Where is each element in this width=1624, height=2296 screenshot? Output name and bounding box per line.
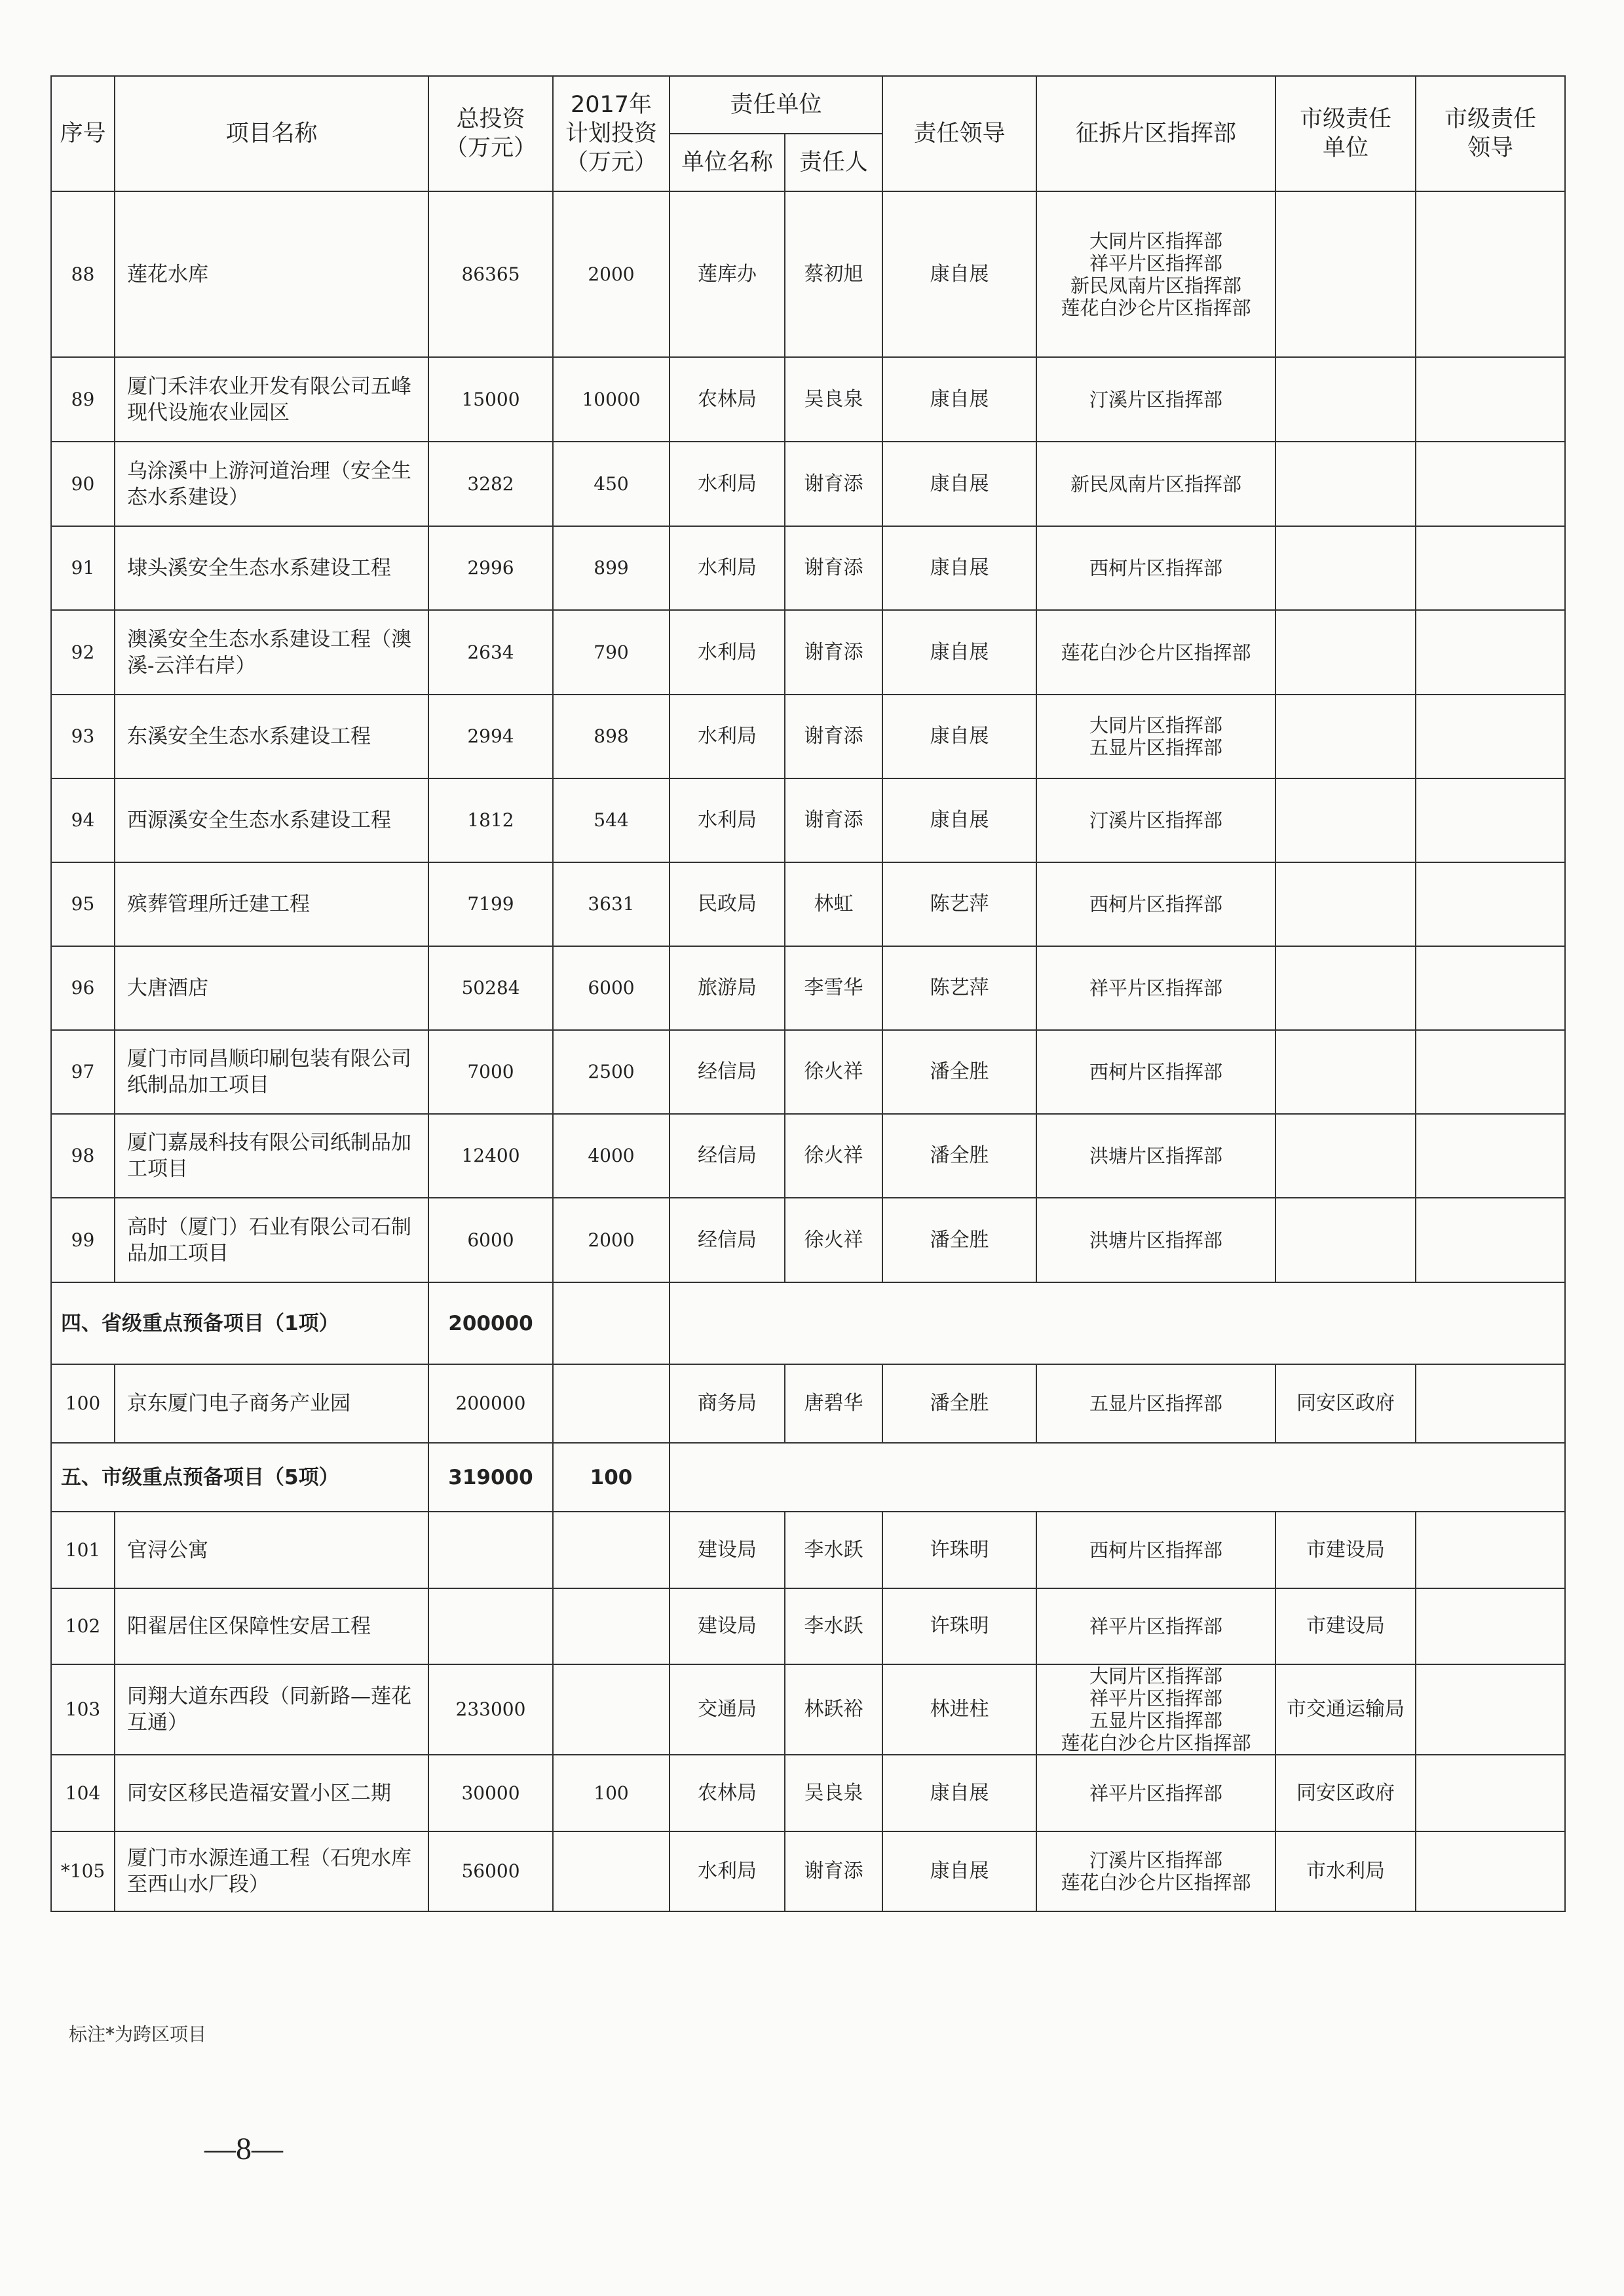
row-city-unit: 市建设局 xyxy=(1275,1588,1416,1664)
row-city-unit: 市水利局 xyxy=(1275,1831,1416,1911)
row-person: 谢育添 xyxy=(785,442,882,526)
row-person: 蔡初旭 xyxy=(785,191,882,357)
row-city-unit: 同安区政府 xyxy=(1275,1755,1416,1831)
hq-line: 五显片区指挥部 xyxy=(1089,1710,1223,1732)
table-row xyxy=(51,1664,1565,1755)
section-empty xyxy=(670,1443,1565,1512)
row-city-leader xyxy=(1416,1831,1565,1911)
row-leader: 潘全胜 xyxy=(882,1114,1036,1198)
row-name: 殡葬管理所迁建工程 xyxy=(115,862,428,946)
header-unit-name: 单位名称 xyxy=(670,134,785,191)
header-city-leader: 市级责任 领导 xyxy=(1416,76,1565,191)
row-plan: 450 xyxy=(553,442,670,526)
row-leader: 林进柱 xyxy=(882,1664,1036,1755)
row-leader: 康自展 xyxy=(882,191,1036,357)
row-plan xyxy=(553,1831,670,1911)
row-city-unit xyxy=(1275,946,1416,1030)
hq-line: 祥平片区指挥部 xyxy=(1089,1782,1223,1805)
section-row xyxy=(51,1282,1565,1364)
row-hq xyxy=(1036,1831,1275,1911)
hq-line: 祥平片区指挥部 xyxy=(1089,1615,1223,1637)
row-unit: 民政局 xyxy=(670,862,785,946)
row-unit: 莲库办 xyxy=(670,191,785,357)
table-row xyxy=(51,1588,1565,1664)
row-person: 吴良泉 xyxy=(785,357,882,442)
row-city-unit xyxy=(1275,778,1416,862)
row-total: 7000 xyxy=(428,1030,553,1114)
hq-line: 莲花白沙仑片区指挥部 xyxy=(1061,1732,1251,1754)
table-row xyxy=(51,610,1565,695)
table-row xyxy=(51,1364,1565,1443)
row-city-leader xyxy=(1416,526,1565,610)
row-plan xyxy=(553,1364,670,1443)
section-title: 五、市级重点预备项目（5项） xyxy=(51,1443,428,1512)
row-hq xyxy=(1036,695,1275,778)
row-total: 200000 xyxy=(428,1364,553,1443)
row-city-leader xyxy=(1416,1512,1565,1588)
row-city-leader xyxy=(1416,695,1565,778)
row-unit: 水利局 xyxy=(670,1831,785,1911)
row-leader: 康自展 xyxy=(882,695,1036,778)
row-name: 官浔公寓 xyxy=(115,1512,428,1588)
row-city-leader xyxy=(1416,191,1565,357)
row-city-leader xyxy=(1416,1755,1565,1831)
row-person: 林跃裕 xyxy=(785,1664,882,1755)
row-hq xyxy=(1036,610,1275,695)
section-title: 四、省级重点预备项目（1项） xyxy=(51,1282,428,1364)
row-plan: 899 xyxy=(553,526,670,610)
table-row xyxy=(51,695,1565,778)
hq-line: 汀溪片区指挥部 xyxy=(1089,388,1223,411)
row-leader: 许珠明 xyxy=(882,1512,1036,1588)
row-person: 谢育添 xyxy=(785,778,882,862)
row-name: 高时（厦门）石业有限公司石制品加工项目 xyxy=(115,1198,428,1282)
row-seq: 92 xyxy=(51,610,115,695)
row-city-unit xyxy=(1275,1198,1416,1282)
row-hq xyxy=(1036,1512,1275,1588)
table-row xyxy=(51,1030,1565,1114)
section-total: 200000 xyxy=(428,1282,553,1364)
row-unit: 水利局 xyxy=(670,610,785,695)
table-row xyxy=(51,778,1565,862)
row-hq xyxy=(1036,1664,1275,1755)
row-person: 李水跃 xyxy=(785,1512,882,1588)
row-hq xyxy=(1036,778,1275,862)
row-name: 东溪安全生态水系建设工程 xyxy=(115,695,428,778)
header-resp-leader: 责任领导 xyxy=(882,76,1036,191)
header-resp-person: 责任人 xyxy=(785,134,882,191)
hq-line: 五显片区指挥部 xyxy=(1089,1392,1223,1415)
row-name: 埭头溪安全生态水系建设工程 xyxy=(115,526,428,610)
row-person: 李水跃 xyxy=(785,1588,882,1664)
row-unit: 经信局 xyxy=(670,1030,785,1114)
hq-line: 汀溪片区指挥部 xyxy=(1089,809,1223,832)
row-city-leader xyxy=(1416,1364,1565,1443)
row-unit: 农林局 xyxy=(670,1755,785,1831)
table-row xyxy=(51,1198,1565,1282)
hq-line: 汀溪片区指挥部 xyxy=(1089,1849,1223,1871)
table-row xyxy=(51,1114,1565,1198)
header-plan-investment: 2017年 计划投资 （万元） xyxy=(553,76,670,191)
footnote: 标注*为跨区项目 xyxy=(69,2023,207,2045)
row-name: 厦门市水源连通工程（石兜水库至西山水厂段） xyxy=(115,1831,428,1911)
row-plan: 2000 xyxy=(553,191,670,357)
row-name: 乌涂溪中上游河道治理（安全生态水系建设） xyxy=(115,442,428,526)
hq-line: 新民凤南片区指挥部 xyxy=(1070,472,1242,495)
row-total: 2994 xyxy=(428,695,553,778)
section-total: 319000 xyxy=(428,1443,553,1512)
hq-line: 洪塘片区指挥部 xyxy=(1089,1229,1223,1252)
row-city-leader xyxy=(1416,862,1565,946)
row-hq xyxy=(1036,191,1275,357)
row-leader: 康自展 xyxy=(882,1831,1036,1911)
row-unit: 旅游局 xyxy=(670,946,785,1030)
row-total: 2996 xyxy=(428,526,553,610)
row-plan: 6000 xyxy=(553,946,670,1030)
hq-line: 祥平片区指挥部 xyxy=(1089,252,1223,275)
table-row xyxy=(51,946,1565,1030)
header-resp-unit: 责任单位 xyxy=(670,76,882,134)
row-total: 12400 xyxy=(428,1114,553,1198)
row-plan: 100 xyxy=(553,1755,670,1831)
row-unit: 商务局 xyxy=(670,1364,785,1443)
header-demolition-hq: 征拆片区指挥部 xyxy=(1036,76,1275,191)
row-person: 吴良泉 xyxy=(785,1755,882,1831)
row-plan: 544 xyxy=(553,778,670,862)
row-city-leader xyxy=(1416,778,1565,862)
row-leader: 陈艺萍 xyxy=(882,862,1036,946)
row-hq xyxy=(1036,1755,1275,1831)
table-row xyxy=(51,1755,1565,1831)
row-leader: 康自展 xyxy=(882,778,1036,862)
hq-line: 西柯片区指挥部 xyxy=(1089,1539,1223,1561)
row-seq: 95 xyxy=(51,862,115,946)
row-hq xyxy=(1036,357,1275,442)
row-unit: 水利局 xyxy=(670,526,785,610)
row-seq: 97 xyxy=(51,1030,115,1114)
row-seq: 91 xyxy=(51,526,115,610)
hq-line: 祥平片区指挥部 xyxy=(1089,1687,1223,1710)
table-row xyxy=(51,862,1565,946)
row-city-unit xyxy=(1275,1114,1416,1198)
row-total: 7199 xyxy=(428,862,553,946)
hq-line: 新民凤南片区指挥部 xyxy=(1070,274,1242,297)
row-name: 京东厦门电子商务产业园 xyxy=(115,1364,428,1443)
row-city-unit: 同安区政府 xyxy=(1275,1364,1416,1443)
hq-line: 大同片区指挥部 xyxy=(1089,714,1223,737)
row-person: 唐碧华 xyxy=(785,1364,882,1443)
row-total: 2634 xyxy=(428,610,553,695)
row-name: 厦门嘉晟科技有限公司纸制品加工项目 xyxy=(115,1114,428,1198)
row-city-leader xyxy=(1416,1198,1565,1282)
row-leader: 许珠明 xyxy=(882,1588,1036,1664)
row-city-unit xyxy=(1275,357,1416,442)
row-seq: 93 xyxy=(51,695,115,778)
row-plan: 3631 xyxy=(553,862,670,946)
row-city-leader xyxy=(1416,1114,1565,1198)
row-city-unit xyxy=(1275,862,1416,946)
row-total: 30000 xyxy=(428,1755,553,1831)
section-plan xyxy=(553,1282,670,1364)
row-plan xyxy=(553,1664,670,1755)
row-city-leader xyxy=(1416,1664,1565,1755)
row-seq: 88 xyxy=(51,191,115,357)
row-hq xyxy=(1036,1114,1275,1198)
row-plan: 2500 xyxy=(553,1030,670,1114)
row-plan: 4000 xyxy=(553,1114,670,1198)
row-seq: 89 xyxy=(51,357,115,442)
row-city-leader xyxy=(1416,610,1565,695)
hq-line: 洪塘片区指挥部 xyxy=(1089,1145,1223,1167)
row-name: 莲花水库 xyxy=(115,191,428,357)
table-row xyxy=(51,1831,1565,1911)
row-person: 谢育添 xyxy=(785,610,882,695)
row-seq: 99 xyxy=(51,1198,115,1282)
hq-line: 大同片区指挥部 xyxy=(1089,229,1223,252)
row-seq: 102 xyxy=(51,1588,115,1664)
row-hq xyxy=(1036,1198,1275,1282)
hq-line: 莲花白沙仑片区指挥部 xyxy=(1061,296,1251,319)
row-plan: 10000 xyxy=(553,357,670,442)
row-total: 50284 xyxy=(428,946,553,1030)
row-hq xyxy=(1036,1588,1275,1664)
row-leader: 潘全胜 xyxy=(882,1364,1036,1443)
row-name: 同安区移民造福安置小区二期 xyxy=(115,1755,428,1831)
row-name: 西源溪安全生态水系建设工程 xyxy=(115,778,428,862)
row-total xyxy=(428,1588,553,1664)
row-plan: 2000 xyxy=(553,1198,670,1282)
table-row xyxy=(51,1512,1565,1588)
row-name: 大唐酒店 xyxy=(115,946,428,1030)
row-city-unit: 市交通运输局 xyxy=(1275,1664,1416,1755)
row-seq: 90 xyxy=(51,442,115,526)
row-total: 15000 xyxy=(428,357,553,442)
row-leader: 康自展 xyxy=(882,442,1036,526)
header-name: 项目名称 xyxy=(115,76,428,191)
hq-line: 五显片区指挥部 xyxy=(1089,737,1223,759)
row-person: 徐火祥 xyxy=(785,1030,882,1114)
row-city-unit xyxy=(1275,526,1416,610)
row-total: 56000 xyxy=(428,1831,553,1911)
row-person: 谢育添 xyxy=(785,695,882,778)
row-city-leader xyxy=(1416,442,1565,526)
row-city-unit xyxy=(1275,610,1416,695)
section-plan: 100 xyxy=(553,1443,670,1512)
row-unit: 建设局 xyxy=(670,1512,785,1588)
row-seq: 98 xyxy=(51,1114,115,1198)
row-person: 谢育添 xyxy=(785,1831,882,1911)
row-total: 86365 xyxy=(428,191,553,357)
row-unit: 水利局 xyxy=(670,442,785,526)
row-leader: 潘全胜 xyxy=(882,1030,1036,1114)
row-hq xyxy=(1036,1364,1275,1443)
row-seq: 96 xyxy=(51,946,115,1030)
row-unit: 农林局 xyxy=(670,357,785,442)
row-name: 阳翟居住区保障性安居工程 xyxy=(115,1588,428,1664)
section-row xyxy=(51,1443,1565,1512)
row-name: 厦门市同昌顺印刷包装有限公司纸制品加工项目 xyxy=(115,1030,428,1114)
page-number: —8— xyxy=(204,2132,283,2166)
hq-line: 大同片区指挥部 xyxy=(1089,1665,1223,1687)
row-total xyxy=(428,1512,553,1588)
table-row xyxy=(51,191,1565,357)
row-leader: 陈艺萍 xyxy=(882,946,1036,1030)
row-city-unit xyxy=(1275,695,1416,778)
hq-line: 莲花白沙仑片区指挥部 xyxy=(1061,641,1251,664)
row-plan: 898 xyxy=(553,695,670,778)
row-unit: 水利局 xyxy=(670,778,785,862)
table-row xyxy=(51,442,1565,526)
row-unit: 建设局 xyxy=(670,1588,785,1664)
row-seq: *105 xyxy=(51,1831,115,1911)
row-person: 徐火祥 xyxy=(785,1198,882,1282)
row-plan xyxy=(553,1588,670,1664)
row-city-leader xyxy=(1416,1588,1565,1664)
row-city-leader xyxy=(1416,357,1565,442)
row-city-unit xyxy=(1275,191,1416,357)
hq-line: 莲花白沙仑片区指挥部 xyxy=(1061,1871,1251,1894)
row-unit: 水利局 xyxy=(670,695,785,778)
row-person: 李雪华 xyxy=(785,946,882,1030)
row-total: 6000 xyxy=(428,1198,553,1282)
row-total: 3282 xyxy=(428,442,553,526)
hq-line: 西柯片区指挥部 xyxy=(1089,893,1223,915)
row-city-leader xyxy=(1416,1030,1565,1114)
row-hq xyxy=(1036,526,1275,610)
table-body xyxy=(51,191,1565,1911)
row-hq xyxy=(1036,862,1275,946)
table-row xyxy=(51,526,1565,610)
row-total: 1812 xyxy=(428,778,553,862)
header-city-unit: 市级责任 单位 xyxy=(1275,76,1416,191)
row-leader: 康自展 xyxy=(882,1755,1036,1831)
row-name: 厦门禾沣农业开发有限公司五峰现代设施农业园区 xyxy=(115,357,428,442)
hq-line: 祥平片区指挥部 xyxy=(1089,977,1223,999)
row-leader: 潘全胜 xyxy=(882,1198,1036,1282)
row-city-leader xyxy=(1416,946,1565,1030)
row-seq: 100 xyxy=(51,1364,115,1443)
row-person: 林虹 xyxy=(785,862,882,946)
row-hq xyxy=(1036,946,1275,1030)
row-unit: 经信局 xyxy=(670,1198,785,1282)
row-plan xyxy=(553,1512,670,1588)
row-city-unit xyxy=(1275,1030,1416,1114)
row-plan: 790 xyxy=(553,610,670,695)
row-city-unit: 市建设局 xyxy=(1275,1512,1416,1588)
row-unit: 交通局 xyxy=(670,1664,785,1755)
row-leader: 康自展 xyxy=(882,526,1036,610)
row-hq xyxy=(1036,442,1275,526)
row-city-unit xyxy=(1275,442,1416,526)
row-seq: 103 xyxy=(51,1664,115,1755)
row-leader: 康自展 xyxy=(882,357,1036,442)
row-total: 233000 xyxy=(428,1664,553,1755)
header-total-investment: 总投资 （万元） xyxy=(428,76,553,191)
table-row xyxy=(51,357,1565,442)
hq-line: 西柯片区指挥部 xyxy=(1089,1061,1223,1083)
row-seq: 101 xyxy=(51,1512,115,1588)
row-person: 徐火祥 xyxy=(785,1114,882,1198)
row-name: 同翔大道东西段（同新路—莲花互通） xyxy=(115,1664,428,1755)
header-seq: 序号 xyxy=(51,76,115,191)
hq-line: 西柯片区指挥部 xyxy=(1089,557,1223,579)
row-name: 澳溪安全生态水系建设工程（澳溪-云洋右岸） xyxy=(115,610,428,695)
row-seq: 94 xyxy=(51,778,115,862)
row-unit: 经信局 xyxy=(670,1114,785,1198)
row-person: 谢育添 xyxy=(785,526,882,610)
project-table xyxy=(50,75,1566,1912)
row-seq: 104 xyxy=(51,1755,115,1831)
row-hq xyxy=(1036,1030,1275,1114)
section-empty xyxy=(670,1282,1565,1364)
row-leader: 康自展 xyxy=(882,610,1036,695)
